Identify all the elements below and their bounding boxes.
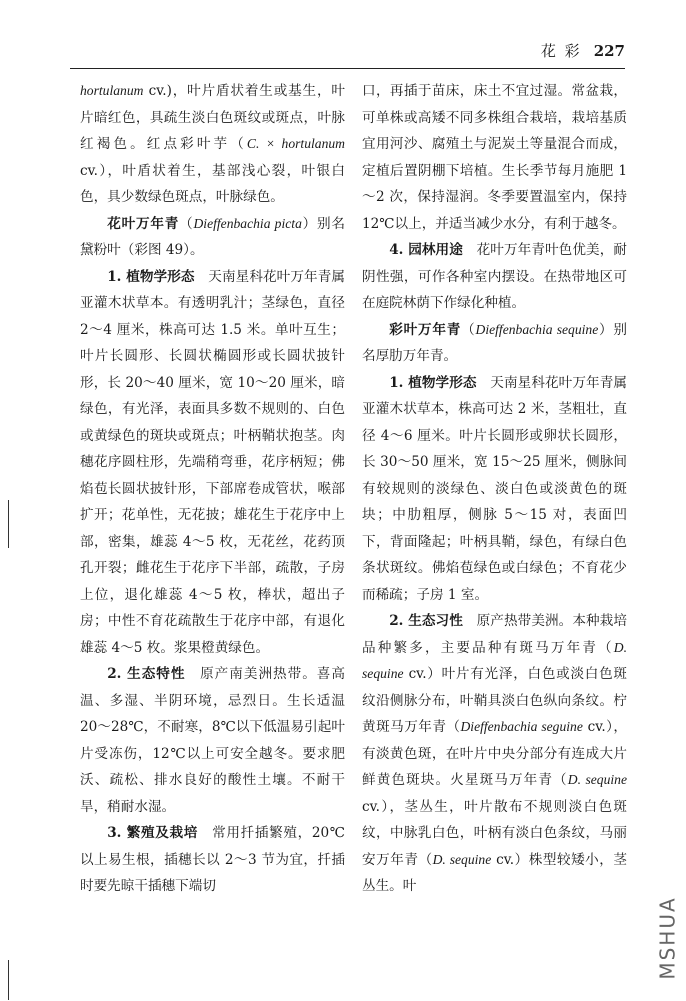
entry-title: 彩叶万年青 [389, 321, 462, 338]
latin-name: Dieffenbachia seguine [460, 719, 583, 734]
section-landscape-use [362, 237, 627, 317]
latin-name: hortulanum [80, 83, 144, 98]
body-text: 常用扦插繁殖，20℃以上易生根，插穗长以 2～3 节为宜，扦插时要先晾干插穗下端切 [80, 825, 345, 894]
left-column [80, 78, 345, 900]
body-text: ）别名厚肋万年青。 [362, 321, 628, 364]
running-title: 花 彩 [540, 42, 582, 60]
watermark-text: MSHUA [656, 895, 680, 980]
header-rule [70, 68, 625, 69]
body-text: （ [461, 321, 476, 338]
body-text: cv.），有淡黄色斑，在叶片中央分部分有连成大片鲜黄色斑块。火星斑马万年青（ [362, 719, 627, 788]
entry-heading-paragraph [362, 317, 627, 370]
paragraph-continued [80, 78, 345, 211]
section-label: 2. 生态习性 [389, 613, 463, 629]
section-label: 1. 植物学形态 [389, 374, 477, 391]
body-text: （ [179, 215, 194, 232]
body-text: cv.），茎丛生，叶片散布不规则淡白色斑纹，中脉乳白色，叶柄有淡白色条纹，马丽安万年青（ [362, 798, 627, 868]
section-ecology [362, 608, 627, 900]
body-text: cv.）株型较矮小，茎丛生。叶 [362, 851, 628, 894]
body-text: 原产热带美洲。本种栽培品种繁多，主要品种有斑马万年青（ [362, 613, 627, 656]
latin-name: C. × hortulanum [246, 136, 345, 151]
latin-name: D. sequine [432, 851, 492, 867]
scan-margin-mark [8, 960, 9, 1000]
body-text: 口，再插于苗床，床土不宜过湿。常盆栽，可单株或高矮不同多株组合栽培，栽培基质宜用河沙、腐殖土与泥炭土等量混合而成，定植后置阴棚下培植。生长季节每月施肥 1～2 次，保持湿润。冬季要置温室内，保持 12℃以上，并适当减少水分，有利于越冬。 [362, 83, 627, 232]
body-text: cv.）叶片有光泽，白色或淡白色斑纹沿侧脉分布，叶鞘具淡白色纵向条纹。柠黄斑马万年青（ [362, 666, 627, 735]
entry-heading-paragraph [80, 211, 345, 264]
latin-name: Dieffenbachia picta [193, 215, 302, 231]
page-number: 227 [593, 42, 625, 60]
body-text: cv.），叶盾状着生，基部浅心裂，叶银白色，具少数绿色斑点，叶脉绿色。 [80, 162, 345, 205]
right-column [362, 78, 627, 900]
body-text: 天南星科花叶万年青属亚灌木状草本，株高可达 2 米，茎粗壮，直径 4～6 厘米。叶片长圆形或卵状长圆形，长 30～50 厘米，宽 15～25 厘米，侧脉间有较规则的淡绿色、淡白色或淡黄色的斑块；中肋粗厚，侧脉 5～15 对，表面凹下，背面隆起；叶柄具鞘，绿色，有绿白色条状斑纹。佛焰苞绿色或白绿色；不育花少而稀疏；子房 1 室。 [362, 374, 627, 603]
entry-title: 花叶万年青 [107, 215, 180, 232]
body-text: ）别名黛粉叶（彩图 49）。 [80, 215, 346, 258]
latin-name: D. sequine [362, 639, 627, 681]
section-ecology [80, 661, 345, 820]
body-text: cv.)，叶片盾状着生或基生，叶片暗红色，具疏生淡白色斑纹或斑点，叶脉红褐色。红点彩叶芋（ [80, 83, 345, 152]
body-text: 原产南美洲热带。喜高温、多湿、半阴环境，忌烈日。生长适温 20～28℃，不耐寒，8℃以下低温易引起叶片受冻伤，12℃以上可安全越冬。要求肥沃、疏松、排水良好的酸性土壤。不耐干旱，稍耐水湿。 [80, 666, 345, 815]
section-label: 3. 繁殖及栽培 [107, 825, 198, 841]
section-label: 4. 园林用途 [389, 242, 463, 258]
section-morphology [80, 264, 345, 662]
scan-margin-mark [8, 500, 9, 548]
body-text: 天南星科花叶万年青属亚灌木状草本。有透明乳汁；茎绿色，直径 2～4 厘米，株高可达 1.5 米。单叶互生；叶片长圆形、长圆状椭圆形或长圆状披针形，长 20～40 厘米，宽 10～20 厘米，暗绿色，有光泽，表面具多数不规则的、白色或黄绿色的斑块或斑点；叶柄鞘状抱茎。肉穗花序圆柱形，先端稍弯垂，花序柄短；佛焰苞长圆状披针形，下部席卷成管状，喉部扩开；花单性，无花披；雄花生于花序中上部，密集，雄蕊 4～5 枚，无花丝，花药顶孔开裂；雌花生于花序下半部，疏散，子房上位，退化雄蕊 4～5 枚，棒状，超出子房；中性不育花疏散生于花序中部，有退化雄蕊 4～5 枚。浆果橙黄绿色。 [80, 268, 345, 656]
running-header [70, 40, 625, 66]
latin-name: D. sequine [567, 772, 628, 787]
body-text: 花叶万年青叶色优美，耐阴性强，可作各种室内摆设。在热带地区可在庭院林荫下作绿化种植。 [362, 242, 627, 311]
latin-name: Dieffenbachia sequine [475, 321, 599, 337]
section-morphology [362, 370, 627, 609]
section-label: 1. 植物学形态 [107, 268, 195, 285]
paragraph-continued [362, 78, 627, 237]
section-label: 2. 生态特性 [107, 666, 186, 682]
section-propagation [80, 820, 345, 900]
